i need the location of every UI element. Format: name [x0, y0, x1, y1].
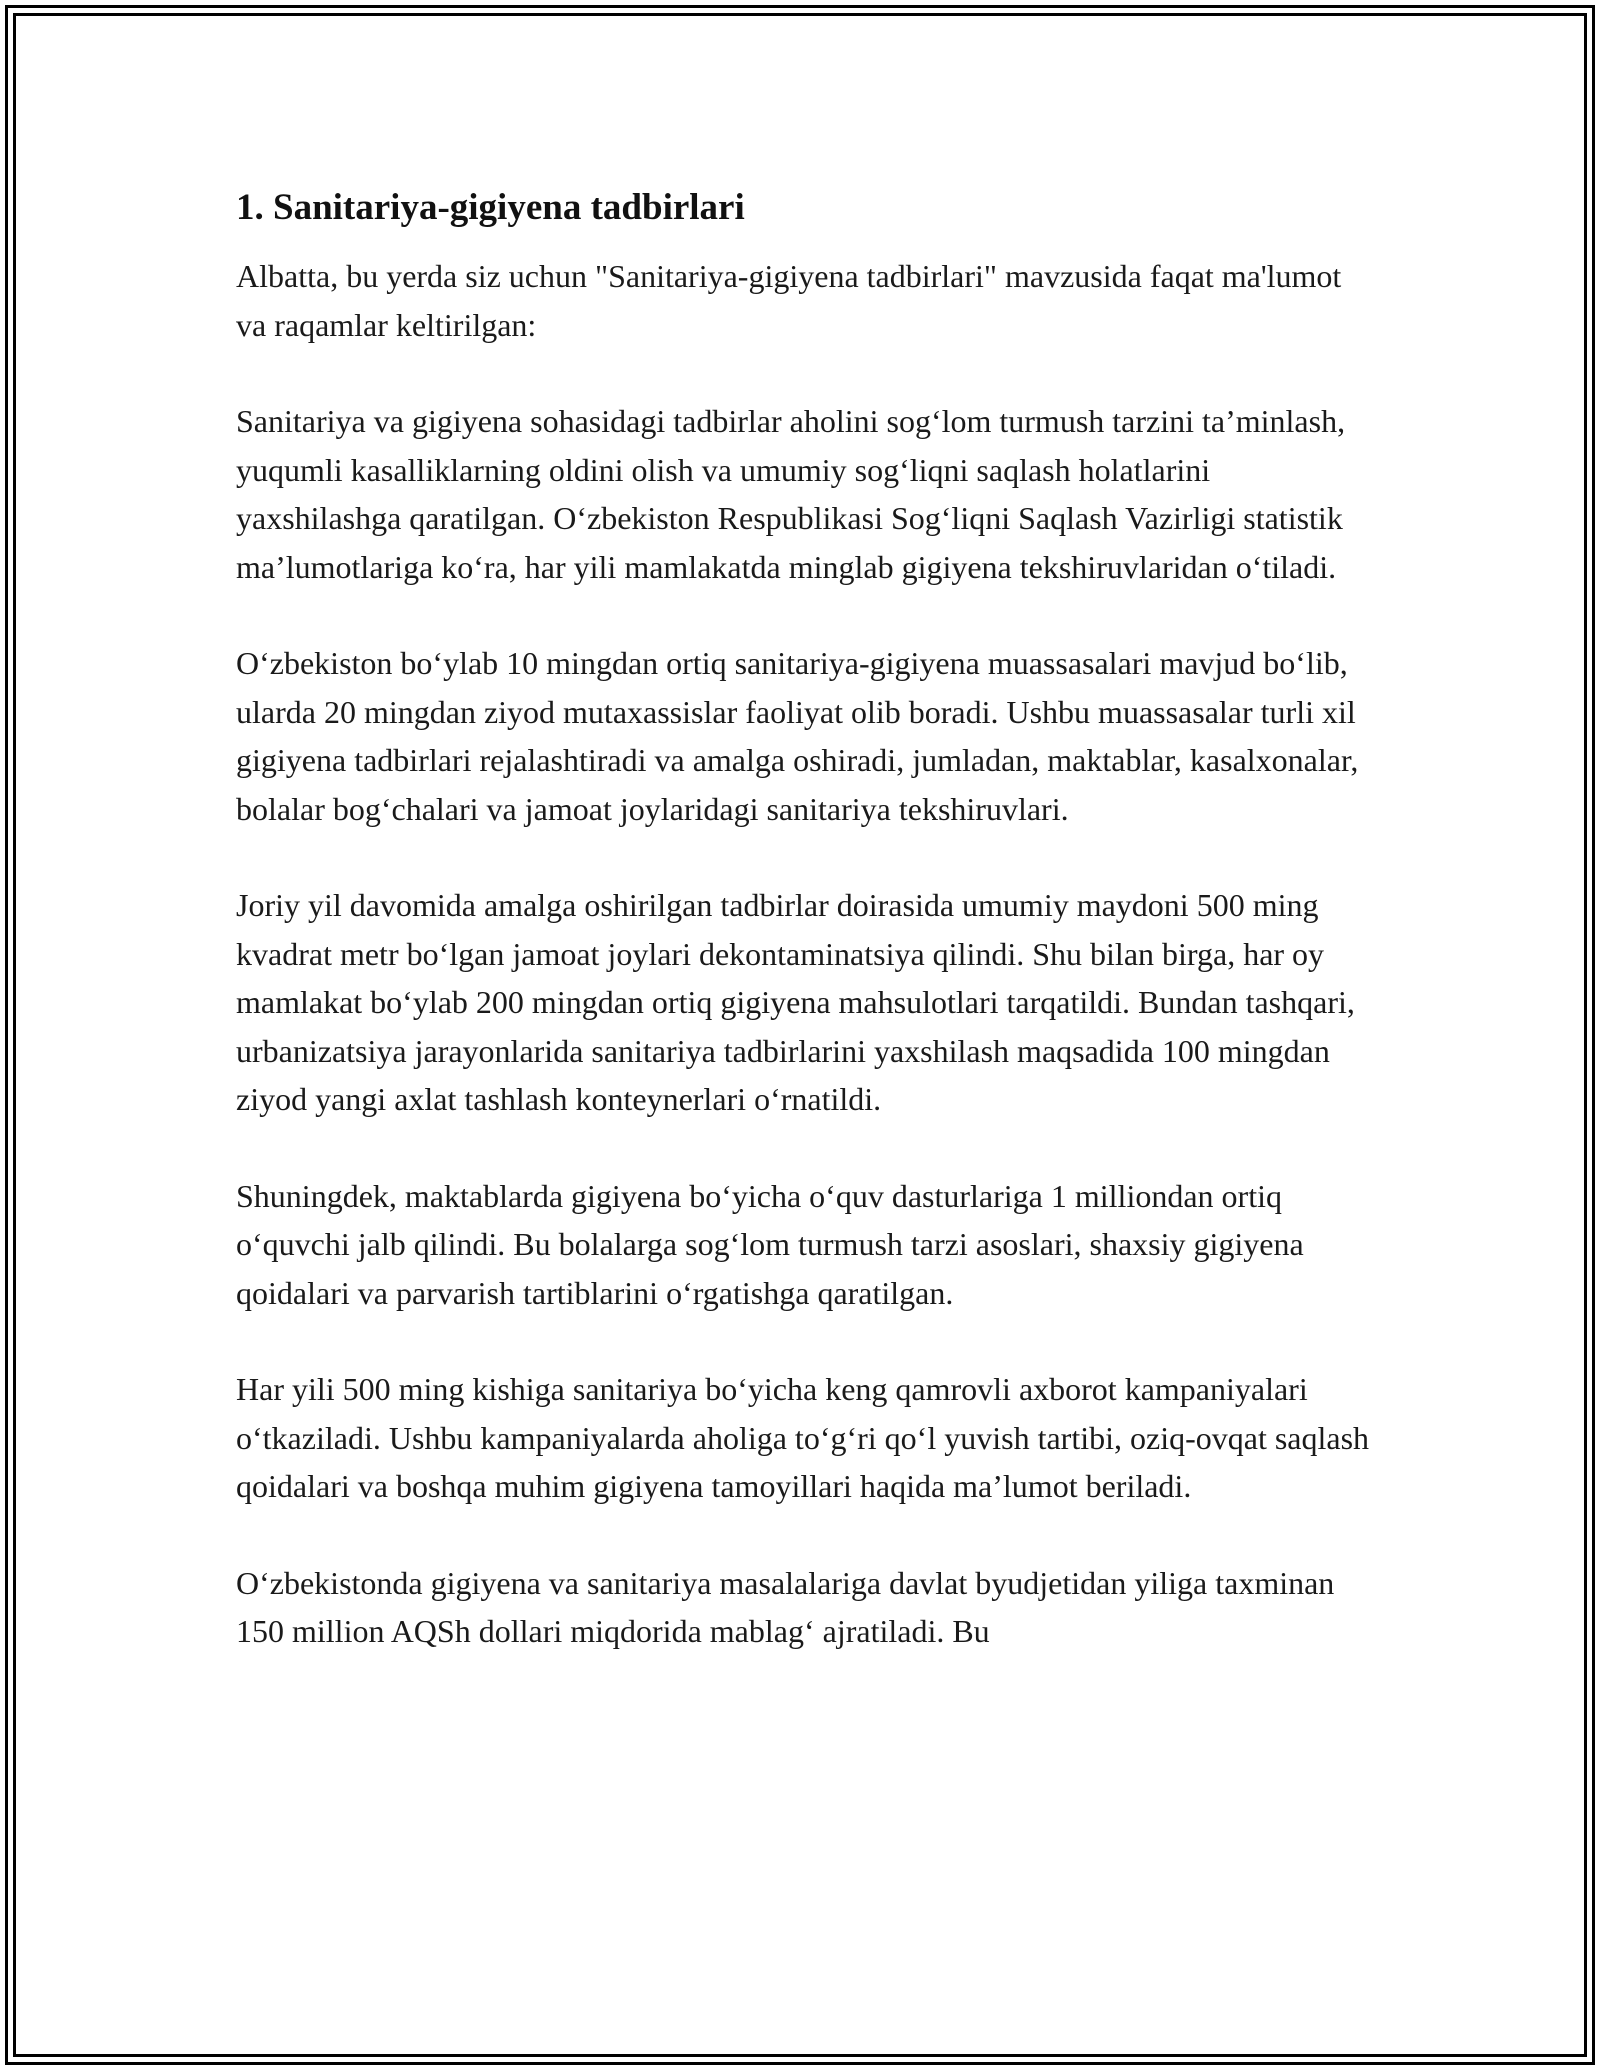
- paragraph-budget: O‘zbekistonda gigiyena va sanitariya masalalariga davlat byudjetidan yiliga taxminan 150 million AQSh dollari miqdorida mablag‘ ajratiladi. Bu: [236, 1564, 1335, 1649]
- paragraph-campaigns: Har yili 500 ming kishiga sanitariya bo‘yicha keng qamrovli axborot kampaniyalari o‘tkaziladi. Ushbu kampaniyalarda aholiga to‘g‘ri qo‘l yuvish tartibi, oziq-ovqat saqlash qoidalari va boshqa muhim gigiyena tamoyillari haqida ma’lumot beriladi.: [236, 1371, 1370, 1504]
- paragraph-institutions: O‘zbekiston bo‘ylab 10 mingdan ortiq sanitariya-gigiyena muassasalari mavjud bo‘lib, ularda 20 mingdan ziyod mutaxassislar faoliyat olib boradi. Ushbu muassasalar turli xil gigiyena tadbirlari rejalashtiradi va amalga oshiradi, jumladan, maktablar, kasalxonalar, bolalar bog‘chalari va jamoat joylaridagi sanitariya tekshiruvlari.: [236, 645, 1359, 827]
- paragraph-activities: Joriy yil davomida amalga oshirilgan tadbirlar doirasida umumiy maydoni 500 ming kvadrat metr bo‘lgan jamoat joylari dekontaminatsiya qilindi. Shu bilan birga, har oy mamlakat bo‘ylab 200 mingdan ortiq gigiyena mahsulotlari tarqatildi. Bundan tashqari, urbanizatsiya jarayonlarida sanitariya tadbirlarini yaxshilash maqsadida 100 mingdan ziyod yangi axlat tashlash konteynerlari o‘rnatildi.: [236, 887, 1355, 1117]
- paragraph-intro: Albatta, bu yerda siz uchun "Sanitariya-gigiyena tadbirlari" mavzusida faqat ma'lumot va raqamlar keltirilgan:: [236, 258, 1342, 343]
- document-body: [236, 186, 1376, 1704]
- paragraph-overview: Sanitariya va gigiyena sohasidagi tadbirlar aholini sog‘lom turmush tarzini ta’minlash, yuqumli kasalliklarning oldini olish va umumiy sog‘liqni saqlash holatlarini yaxshilashga qaratilgan. O‘zbekiston Respublikasi Sog‘liqni Saqlash Vazirligi statistik ma’lumotlariga ko‘ra, har yili mamlakatda minglab gigiyena tekshiruvlaridan o‘tiladi.: [236, 403, 1346, 585]
- section-heading: 1. Sanitariya-gigiyena tadbirlari: [236, 187, 745, 228]
- paragraph-schools: Shuningdek, maktablarda gigiyena bo‘yicha o‘quv dasturlariga 1 milliondan ortiq o‘quvchi jalb qilindi. Bu bolalarga sog‘lom turmush tarzi asoslari, shaxsiy gigiyena qoidalari va parvarish tartiblarini o‘rgatishga qaratilgan.: [236, 1177, 1304, 1311]
